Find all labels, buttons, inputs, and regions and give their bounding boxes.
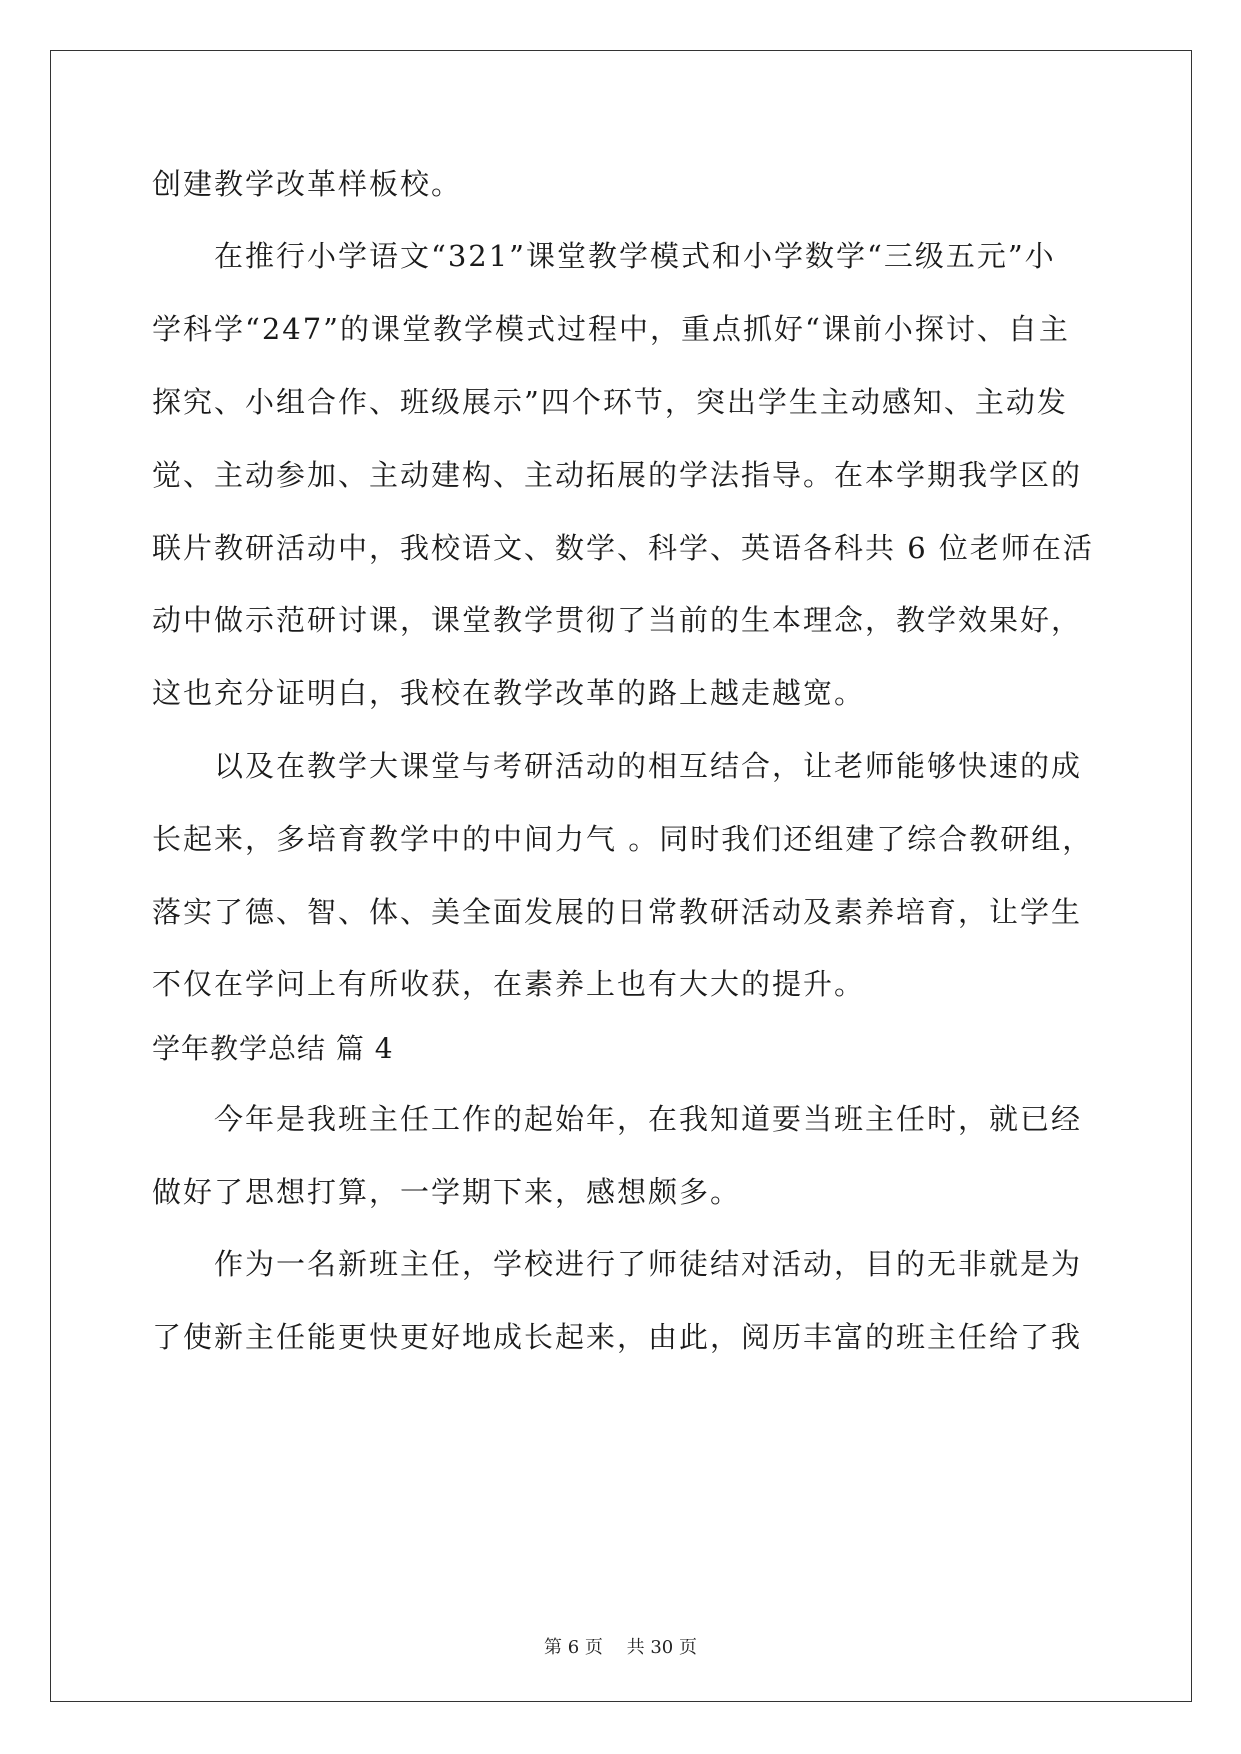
- section-heading: 学年教学总结 篇 4: [152, 1032, 394, 1065]
- paragraph-line: 长起来，多培育教学中的中间力气 。同时我们还组建了综合教研组，: [152, 822, 1094, 856]
- paragraph-line: 这也充分证明白，我校在教学改革的路上越走越宽。: [152, 676, 866, 710]
- paragraph-line: 做好了思想打算，一学期下来，感想颇多。: [152, 1175, 742, 1209]
- paragraph-line: 落实了德、智、体、美全面发展的日常教研活动及素养培育，让学生: [152, 895, 1083, 929]
- paragraph-line: 以及在教学大课堂与考研活动的相互结合，让老师能够快速的成: [214, 749, 1083, 783]
- paragraph-line: 探究、小组合作、班级展示”四个环节，突出学生主动感知、主动发: [152, 385, 1068, 419]
- paragraph-line: 学科学“247”的课堂教学模式过程中，重点抓好“课前小探讨、自主: [152, 312, 1070, 346]
- page-footer: 第 6 页 共 30 页: [544, 1637, 697, 1658]
- paragraph-line: 觉、主动参加、主动建构、主动拓展的学法指导。在本学期我学区的: [152, 458, 1083, 492]
- paragraph-line: 不仅在学问上有所收获，在素养上也有大大的提升。: [152, 967, 866, 1001]
- paragraph-line: 了使新主任能更快更好地成长起来，由此，阅历丰富的班主任给了我: [152, 1320, 1083, 1354]
- paragraph-line: 今年是我班主任工作的起始年，在我知道要当班主任时，就已经: [214, 1102, 1083, 1136]
- paragraph-line: 联片教研活动中，我校语文、数学、科学、英语各科共 6 位老师在活: [152, 531, 1094, 565]
- paragraph-line: 创建教学改革样板校。: [152, 167, 463, 201]
- paragraph-line: 在推行小学语文“321”课堂教学模式和小学数学“三级五元”小: [214, 239, 1056, 273]
- paragraph-line: 作为一名新班主任，学校进行了师徒结对活动，目的无非就是为: [214, 1247, 1083, 1281]
- page-border: [50, 50, 1192, 1702]
- paragraph-line: 动中做示范研讨课，课堂教学贯彻了当前的生本理念，教学效果好，: [152, 603, 1083, 637]
